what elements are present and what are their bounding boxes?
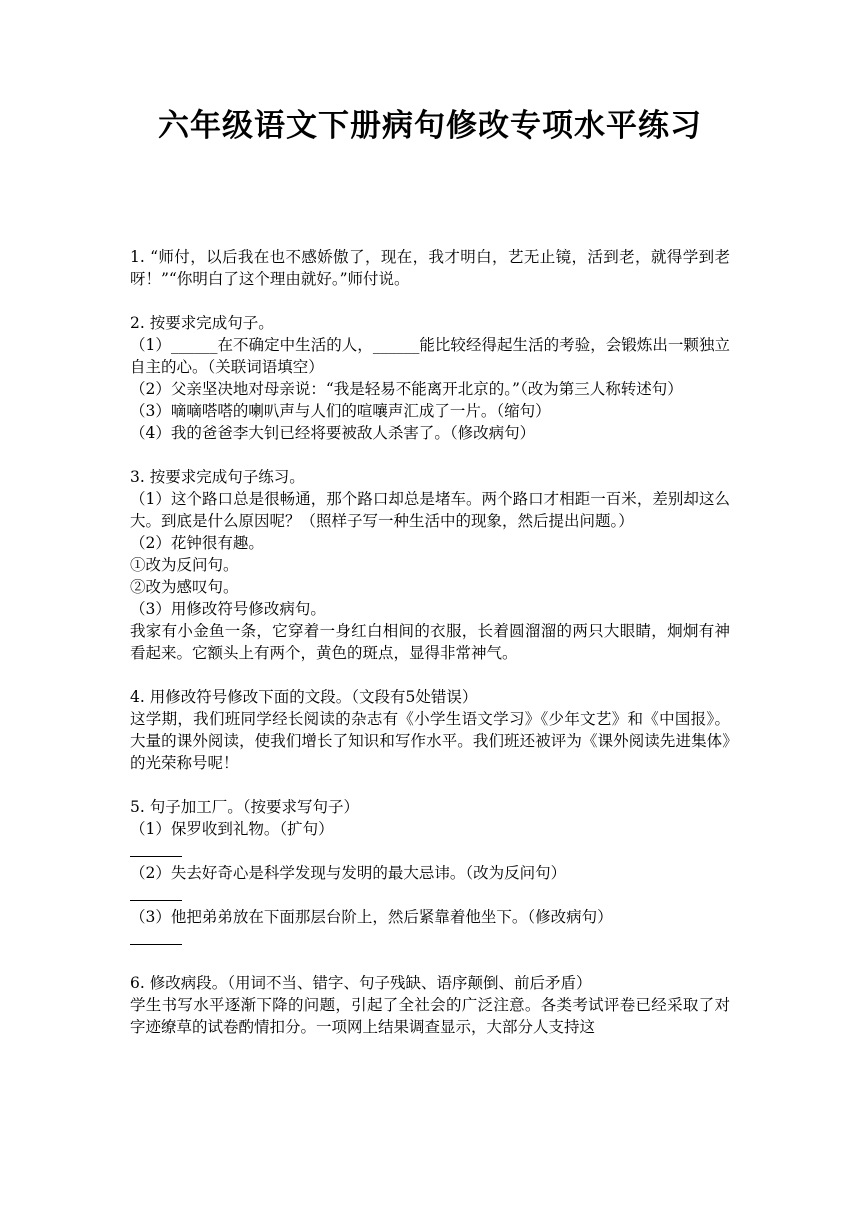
question-3 bbox=[130, 466, 730, 664]
question-item: （1）______在不确定中生活的人，______能比较经得起生活的考验，会锻炼出一颗独立自主的心。（关联词语填空） bbox=[130, 336, 730, 376]
question-heading: 5. 句子加工厂。（按要求写句子） bbox=[130, 798, 359, 816]
question-list bbox=[130, 246, 730, 1060]
question-item: （2）父亲坚决地对母亲说：“我是轻易不能离开北京的。”（改为第三人称转述句） bbox=[130, 380, 683, 398]
question-item: （1）这个路口总是很畅通，那个路口却总是堵车。两个路口才相距一百米，差别却这么大。到底是什么原因呢？（照样子写一种生活中的现象，然后提出问题。） bbox=[130, 490, 730, 530]
question-item: （3）他把弟弟放在下面那层台阶上，然后紧靠着他坐下。（修改病句） bbox=[130, 908, 613, 926]
question-item: （2）失去好奇心是科学发现与发明的最大忌讳。（改为反问句） bbox=[130, 864, 567, 882]
question-passage: 学生书写水平逐渐下降的问题，引起了全社会的广泛注意。各类考试评卷已经采取了对字迹缭草的试卷酌情扣分。一项网上结果调查显示，大部分人支持这 bbox=[130, 996, 730, 1036]
question-item: ①改为反问句。 bbox=[130, 556, 239, 574]
question-4 bbox=[130, 686, 730, 774]
question-2 bbox=[130, 312, 730, 444]
question-passage: 我家有小金鱼一条，它穿着一身红白相间的衣服，长着圆溜溜的两只大眼睛，炯炯有神看起来。它额头上有两个，黄色的斑点，显得非常神气。 bbox=[130, 622, 730, 662]
document-title: 六年级语文下册病句修改专项水平练习 bbox=[158, 108, 702, 144]
question-item: （2）花钟很有趣。 bbox=[130, 534, 264, 552]
question-item: （4）我的爸爸李大钊已经将要被敌人杀害了。（修改病句） bbox=[130, 424, 536, 442]
answer-blank[interactable] bbox=[130, 928, 730, 950]
question-passage: 这学期，我们班同学经长阅读的杂志有《小学生语文学习》《少年文艺》和《中国报》。大量的课外阅读，使我们增长了知识和写作水平。我们班还被评为《课外阅读先进集体》的光荣称号呢！ bbox=[130, 710, 730, 772]
question-5 bbox=[130, 796, 730, 950]
answer-blank[interactable] bbox=[130, 884, 730, 906]
question-heading: 4. 用修改符号修改下面的文段。（文段有5处错误） bbox=[130, 688, 478, 706]
question-heading: 3. 按要求完成句子练习。 bbox=[130, 468, 305, 486]
answer-blank[interactable] bbox=[130, 840, 730, 862]
question-item: ②改为感叹句。 bbox=[130, 578, 239, 596]
question-heading: 6. 修改病段。（用词不当、错字、句子残缺、语序颠倒、前后矛盾） bbox=[130, 974, 592, 992]
question-1 bbox=[130, 246, 730, 290]
question-item: （1）保罗收到礼物。（扩句） bbox=[130, 820, 334, 838]
question-item: （3）用修改符号修改病句。 bbox=[130, 600, 326, 618]
question-heading: 2. 按要求完成句子。 bbox=[130, 314, 274, 332]
question-item: （3）嘀嘀嗒嗒的喇叭声与人们的喧嚷声汇成了一片。（缩句） bbox=[130, 402, 551, 420]
question-6 bbox=[130, 972, 730, 1038]
question-text: 1. “师付，以后我在也不感娇傲了，现在，我才明白，艺无止镜，活到老，就得学到老呀！”“你明白了这个理由就好。”师付说。 bbox=[130, 248, 730, 288]
